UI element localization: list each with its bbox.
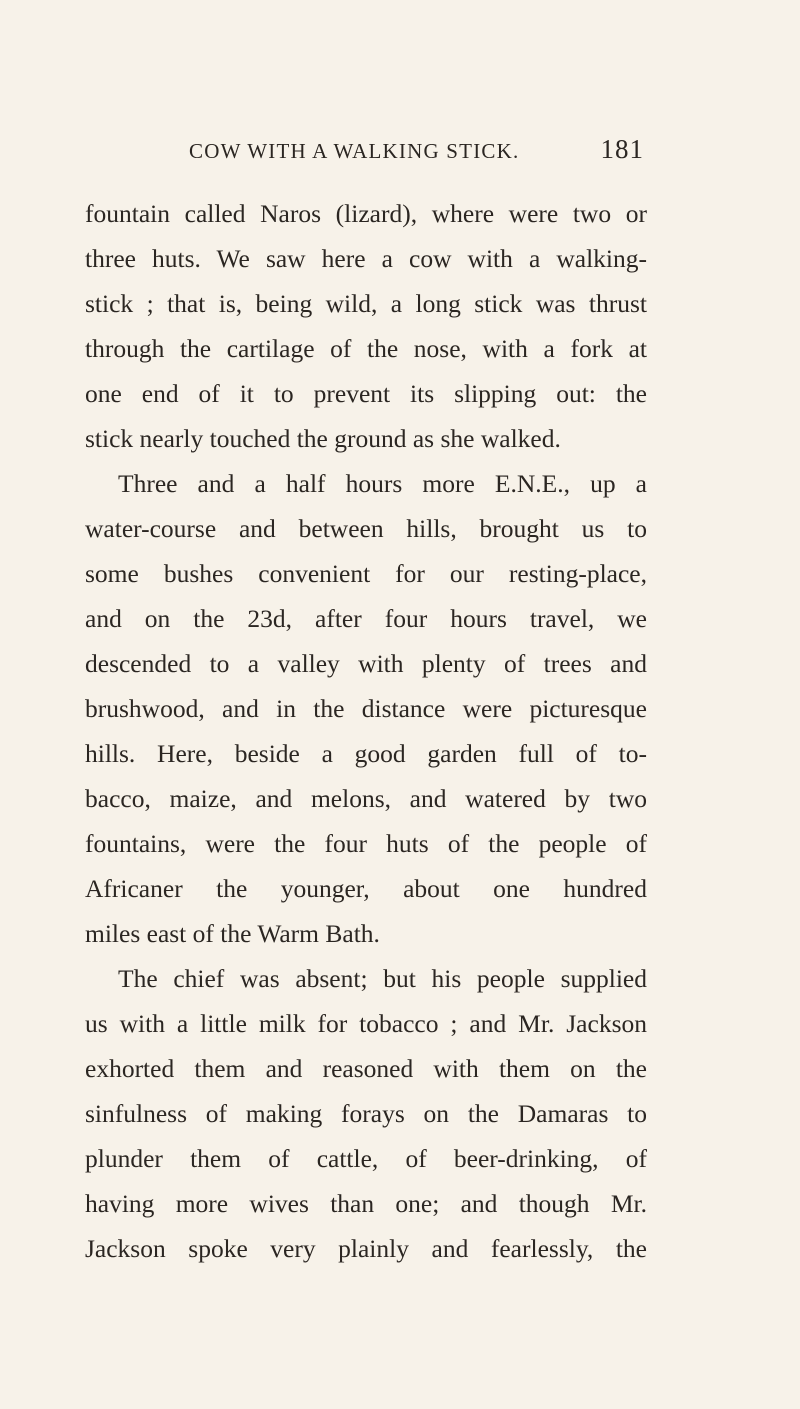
text-line: having more wives than one; and though Mr. [85, 1189, 647, 1218]
text-line: descended to a valley with plenty of trees and [85, 649, 647, 678]
text-line: some bushes convenient for our resting-place, [85, 559, 647, 588]
text-line: hills. Here, beside a good garden full of to- [85, 739, 647, 768]
body-text [85, 191, 647, 1271]
text-line: brushwood, and in the distance were picturesque [85, 694, 647, 723]
text-line: Jackson spoke very plainly and fearlessly, the [85, 1234, 647, 1263]
text-line: bacco, maize, and melons, and watered by two [85, 784, 647, 813]
running-head [189, 134, 644, 168]
text-line: Three and a half hours more E.N.E., up a [118, 469, 647, 498]
text-line: fountain called Naros (lizard), where were two or [85, 199, 647, 228]
text-line: stick ; that is, being wild, a long stick was thrust [85, 289, 647, 318]
text-line: water-course and between hills, brought us to [85, 514, 647, 543]
text-line: plunder them of cattle, of beer-drinking, of [85, 1144, 647, 1173]
text-line: sinfulness of making forays on the Damaras to [85, 1099, 647, 1128]
text-line: The chief was absent; but his people supplied [118, 964, 647, 993]
text-line: three huts. We saw here a cow with a walking- [85, 244, 647, 273]
text-line: us with a little milk for tobacco ; and Mr. Jackson [85, 1009, 647, 1038]
text-line: exhorted them and reasoned with them on the [85, 1054, 647, 1083]
text-line: fountains, were the four huts of the people of [85, 829, 647, 858]
text-line: through the cartilage of the nose, with a fork at [85, 334, 647, 363]
running-title: COW WITH A WALKING STICK. [189, 139, 520, 163]
page-number: 181 [600, 134, 644, 164]
text-line: miles east of the Warm Bath. [85, 919, 380, 948]
text-line: one end of it to prevent its slipping out: the [85, 379, 647, 408]
text-line: and on the 23d, after four hours travel, we [85, 604, 647, 633]
text-line: stick nearly touched the ground as she walked. [85, 424, 561, 453]
text-line: Africaner the younger, about one hundred [85, 874, 647, 903]
